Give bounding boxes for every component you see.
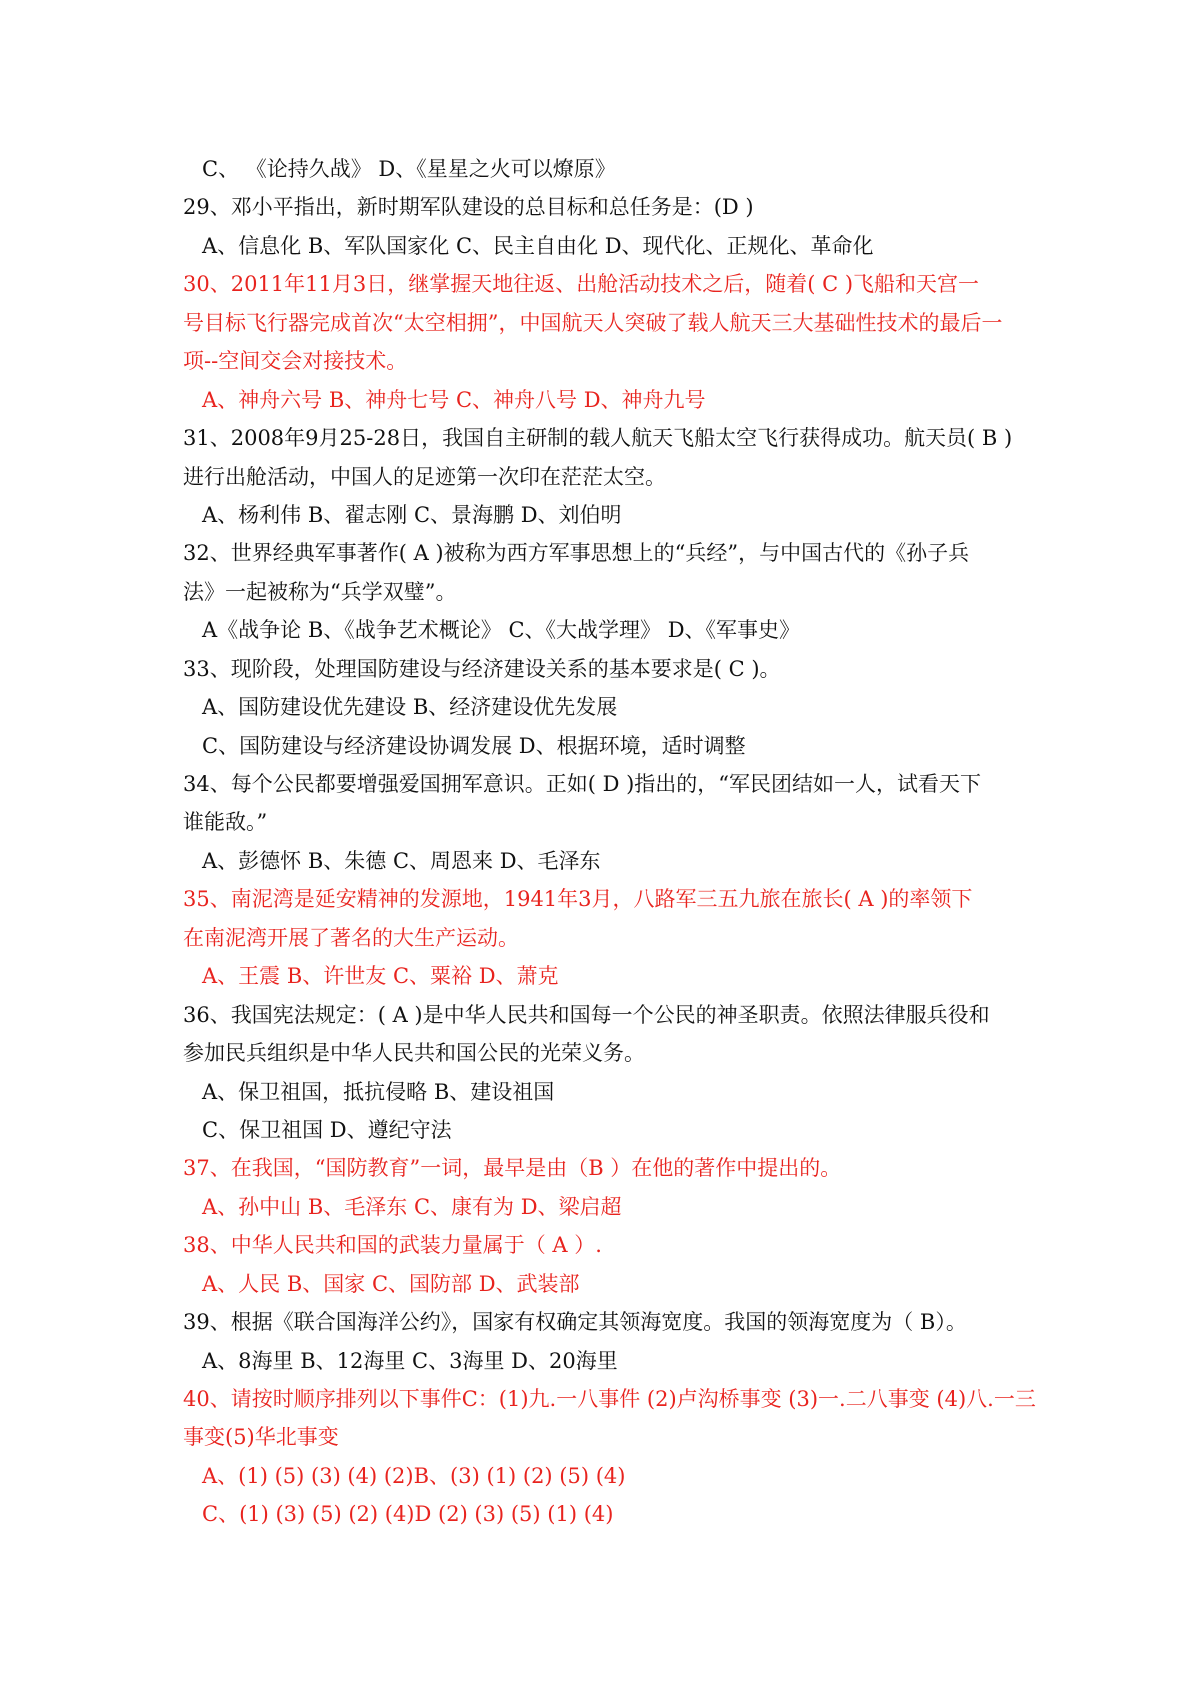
question-text-line: 39、根据《联合国海洋公约》，国家有权确定其领海宽度。我国的领海宽度为（ B）。 xyxy=(183,1310,967,1335)
question-text-line: 谁能敌。” xyxy=(183,810,268,835)
question-text-line: 法》一起被称为“兵学双璧”。 xyxy=(183,579,457,604)
answer-options-line: A、王震 B、许世友 C、粟裕 D、萧克 xyxy=(202,964,559,989)
question-text-line: 34、每个公民都要增强爱国拥军意识。正如( D )指出的，“军民团结如一人，试看天下 xyxy=(183,772,982,796)
answer-options-line: C、保卫祖国 D、遵纪守法 xyxy=(202,1117,452,1142)
question-text-line: 参加民兵组织是中华人民共和国公民的光荣义务。 xyxy=(183,1041,645,1066)
answer-options-line: A、(1) (5) (3) (4) (2)B、(3) (1) (2) (5) (4) xyxy=(202,1463,626,1488)
question-text-line: 事变(5)华北事变 xyxy=(183,1425,339,1450)
answer-options-line: A《战争论 B、《战争艺术概论》 C、《大战学理》 D、《军事史》 xyxy=(202,618,801,643)
answer-options-line: A、保卫祖国，抵抗侵略 B、建设祖国 xyxy=(202,1079,555,1104)
answer-options-line: A、神舟六号 B、神舟七号 C、神舟八号 D、神舟九号 xyxy=(202,387,706,412)
question-text-line: 32、世界经典军事著作( A )被称为西方军事思想上的“兵经”，与中国古代的《孙子兵 xyxy=(183,541,970,566)
question-text-line: 38、中华人民共和国的武装力量属于（ A ）. xyxy=(183,1233,602,1258)
answer-options-line: A、国防建设优先建设 B、经济建设优先发展 xyxy=(202,695,618,720)
question-text-line: 在南泥湾开展了著名的大生产运动。 xyxy=(183,925,519,950)
answer-options-line: A、彭德怀 B、朱德 C、周恩来 D、毛泽东 xyxy=(202,848,601,873)
question-list xyxy=(183,150,1036,1534)
question-text-line: 项--空间交会对接技术。 xyxy=(183,349,408,374)
answer-options-line: A、孙中山 B、毛泽东 C、康有为 D、梁启超 xyxy=(202,1194,622,1219)
answer-options-line: C、 《论持久战》 D、《星星之火可以燎原》 xyxy=(202,157,616,181)
question-text-line: 40、请按时顺序排列以下事件C：(1)九.一八事件 (2)卢沟桥事变 (3)一.二八事变 (4)八.一三 xyxy=(183,1387,1036,1411)
question-text-line: 36、我国宪法规定：( A )是中华人民共和国每一个公民的神圣职责。依照法律服兵役和 xyxy=(183,1002,990,1027)
question-text-line: 进行出舱活动，中国人的足迹第一次印在茫茫太空。 xyxy=(183,464,666,489)
question-text-line: 29、邓小平指出，新时期军队建设的总目标和总任务是：(D ) xyxy=(183,195,754,220)
question-text-line: 33、现阶段，处理国防建设与经济建设关系的基本要求是( C )。 xyxy=(183,656,781,681)
answer-options-line: A、信息化 B、军队国家化 C、民主自由化 D、现代化、正规化、革命化 xyxy=(202,233,874,258)
answer-options-line: A、人民 B、国家 C、国防部 D、武装部 xyxy=(202,1271,580,1296)
question-text-line: 30、2011年11月3日，继掌握天地往返、出舱活动技术之后，随着( C )飞船和天宫一 xyxy=(183,272,980,297)
question-text-line: 35、南泥湾是延安精神的发源地，1941年3月，八路军三五九旅在旅长( A )的率领下 xyxy=(183,887,973,912)
question-text-line: 37、在我国，“国防教育”一词，最早是由（B ）在他的著作中提出的。 xyxy=(183,1156,842,1181)
answer-options-line: A、杨利伟 B、翟志刚 C、景海鹏 D、刘伯明 xyxy=(202,502,622,527)
question-text-line: 31、2008年9月25-28日，我国自主研制的载人航天飞船太空飞行获得成功。航天员( B ) xyxy=(183,426,1013,451)
answer-options-line: C、(1) (3) (5) (2) (4)D (2) (3) (5) (1) (4) xyxy=(202,1502,614,1527)
question-text-line: 号目标飞行器完成首次“太空相拥”，中国航天人突破了载人航天三大基础性技术的最后一 xyxy=(183,310,1003,335)
answer-options-line: A、8海里 B、12海里 C、3海里 D、20海里 xyxy=(202,1348,618,1373)
answer-options-line: C、国防建设与经济建设协调发展 D、根据环境，适时调整 xyxy=(202,733,746,758)
